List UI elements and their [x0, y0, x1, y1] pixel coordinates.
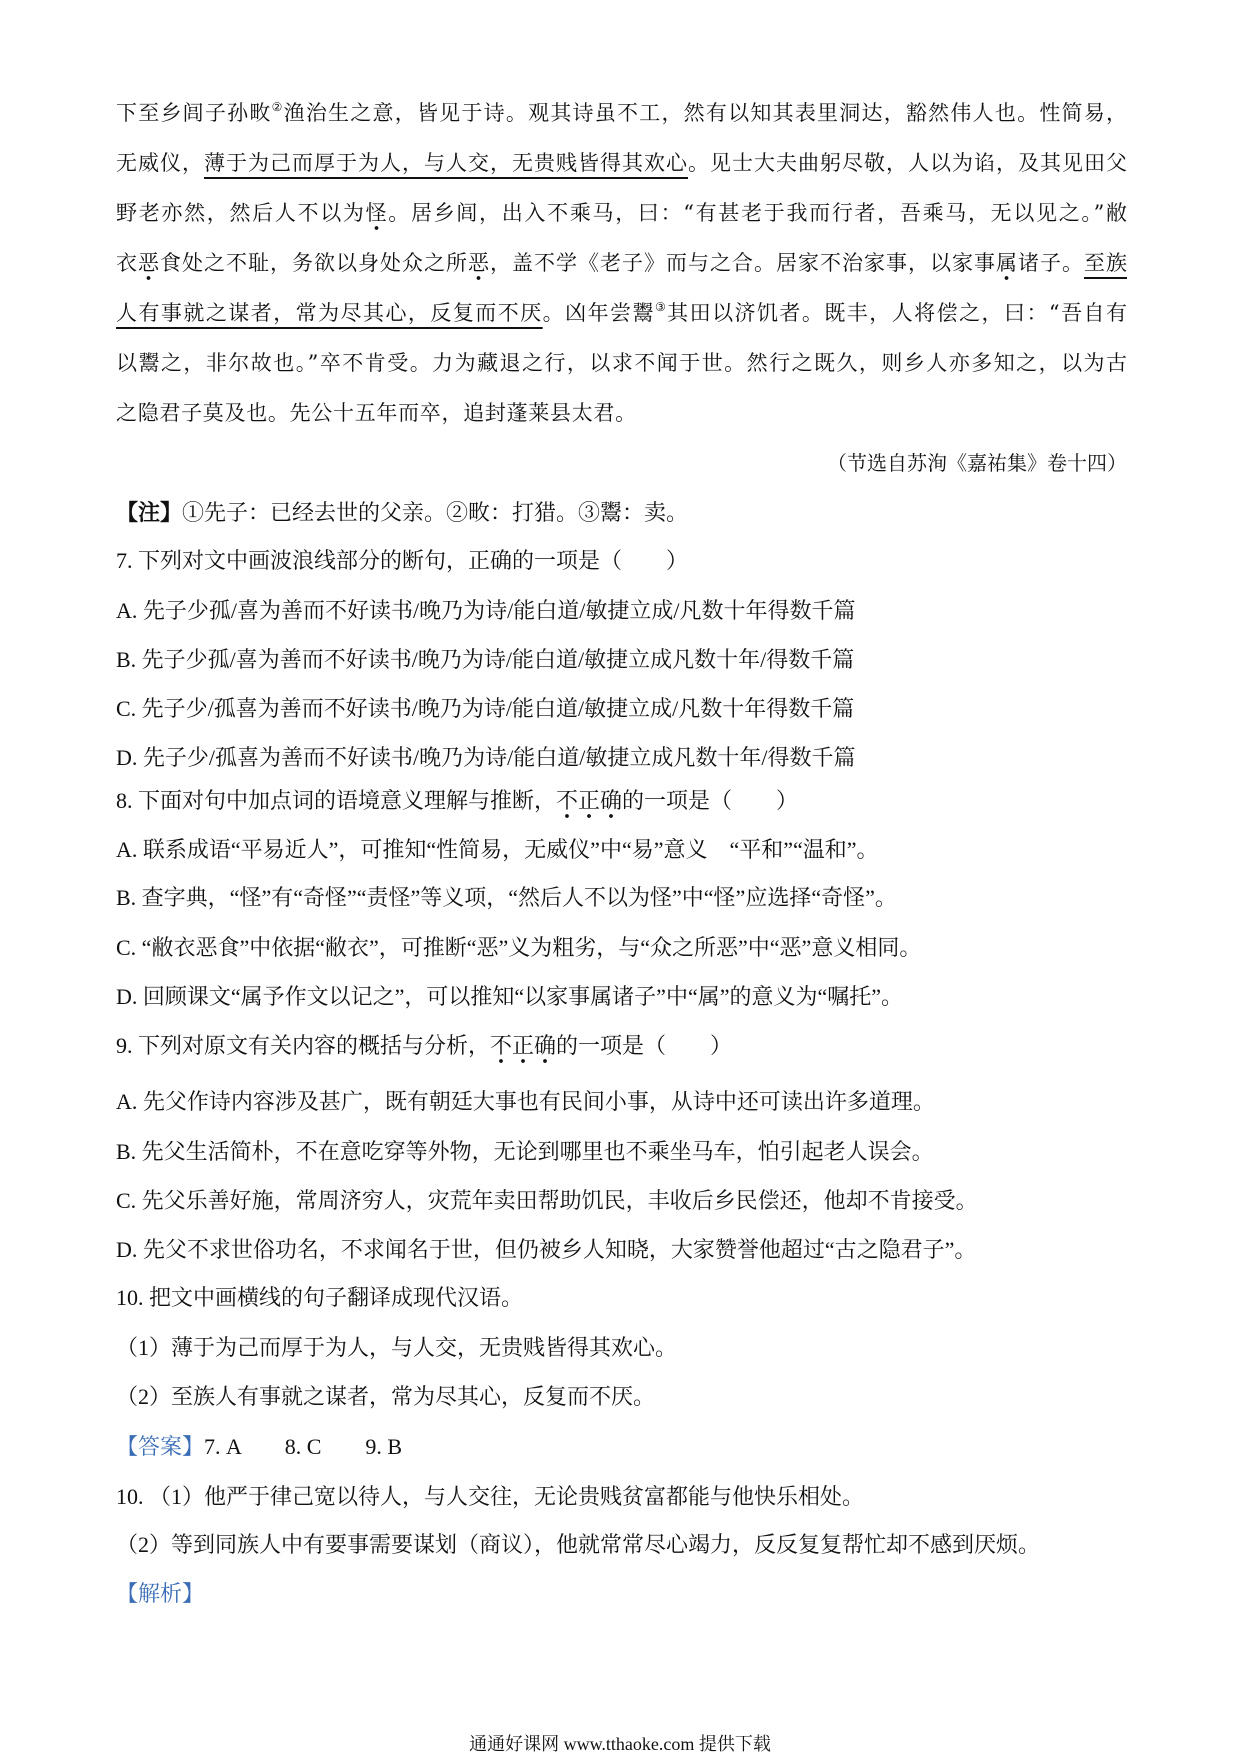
- passage-line-5: [116, 298, 1127, 328]
- question-9-stem: [116, 1031, 732, 1061]
- footer-watermark: 通通好课网 www.tthaoke.com 提供下载: [469, 1734, 771, 1754]
- footnote-marker: ②: [271, 100, 284, 114]
- passage-text: 野老亦然，然后人不以为: [116, 201, 366, 225]
- notes: [116, 498, 688, 528]
- passage-text: 诸子。: [1018, 251, 1084, 275]
- answer-choices: 7. A 8. C 9. B: [204, 1434, 403, 1459]
- analysis-label: 【解析】: [116, 1581, 205, 1606]
- footnote-marker: ③: [654, 300, 668, 314]
- question-9-option-a: A. 先父作诗内容涉及甚广，既有朝廷大事也有民间小事，从诗中还可读出许多道理。: [116, 1089, 935, 1114]
- stem-text: 的一项是（ ）: [622, 788, 799, 813]
- question-9-option-c: C. 先父乐善好施，常周济穷人，灾荒年卖田帮助饥民，丰收后乡民偿还，他却不肯接受。: [116, 1188, 978, 1213]
- question-8-option-a: A. 联系成语“平易近人”，可推知“性简易，无威仪”中“易”意义 “平和”“温和”。: [116, 837, 879, 862]
- emphasis-dotted-char: 属: [996, 251, 1018, 281]
- question-7-option-b: B. 先子少孤/喜为善而不好读书/晚乃为诗/能白道/敏捷立成凡数十年/得数千篇: [116, 647, 855, 672]
- question-7-option-a: A. 先子少孤/喜为善而不好读书/晚乃为诗/能白道/敏捷立成/凡数十年得数千篇: [116, 598, 856, 623]
- emphasis-dotted-text: 不正确: [556, 788, 622, 819]
- stem-text: 的一项是（ ）: [556, 1033, 733, 1058]
- source-citation: （节选自苏洵《嘉祐集》卷十四）: [827, 451, 1127, 475]
- passage-text: 食处之不耻，务欲以身处众之所: [160, 251, 468, 275]
- question-10-stem: 10. 把文中画横线的句子翻译成现代汉语。: [116, 1285, 524, 1310]
- passage-line-4: [116, 248, 1127, 278]
- emphasis-dotted-text: 不正确: [490, 1033, 556, 1064]
- question-7-option-d: D. 先子少/孤喜为善而不好读书/晚乃为诗/能白道/敏捷立成凡数十年/得数千篇: [116, 745, 856, 770]
- passage-line-3: [116, 198, 1127, 228]
- question-10-item-2: （2）至族人有事就之谋者，常为尽其心，反复而不厌。: [116, 1384, 656, 1409]
- underlined-sentence: 薄于为己而厚于为人，与人交，无贵贱皆得其欢心: [204, 151, 688, 175]
- passage-text: 下至乡闾子孙畋: [116, 101, 272, 125]
- passage-text: 。居乡闾，出入不乘马，曰：“有甚老于我而行者，吾乘马，无以见之。”敝: [388, 201, 1128, 225]
- passage-text: 无威仪，: [116, 151, 204, 175]
- question-8-option-b: B. 查字典，“怪”有“奇怪”“责怪”等义项，“然后人不以为怪”中“怪”应选择“奇怪”。: [116, 885, 897, 910]
- answer-label: 【答案】: [116, 1434, 205, 1459]
- question-7-option-c: C. 先子少/孤喜为善而不好读书/晚乃为诗/能白道/敏捷立成/凡数十年得数千篇: [116, 696, 855, 721]
- underlined-sentence: 人有事就之谋者，常为尽其心，反复而不厌: [116, 301, 543, 325]
- passage-line-6: 以鬻之，非尔故也。”卒不肯受。力为藏退之行，以求不闻于世。然行之既久，则乡人亦多知之，以为古: [116, 351, 1127, 375]
- emphasis-dotted-char: 恶: [138, 251, 160, 281]
- passage-text: 衣: [116, 251, 138, 275]
- question-8-option-d: D. 回顾课文“属予作文以记之”，可以推知“以家事属诸子”中“属”的意义为“嘱托”。: [116, 984, 904, 1009]
- passage-line-2: [116, 148, 1127, 178]
- underlined-sentence: 至族: [1084, 251, 1127, 275]
- passage-text: ，盖不学《老子》而与之合。居家不治家事，以家事: [490, 251, 996, 275]
- question-8-option-c: C. “敝衣恶食”中依据“敝衣”，可推断“恶”义为粗劣，与“众之所恶”中“恶”意义相同。: [116, 935, 922, 960]
- question-8-stem: [116, 786, 798, 816]
- answer-choices-row: [116, 1432, 402, 1462]
- passage-line-7: 之隐君子莫及也。先公十五年而卒，追封蓬莱县太君。: [116, 401, 637, 425]
- notes-label: 【注】: [116, 500, 183, 525]
- question-9-option-b: B. 先父生活简朴，不在意吃穿等外物，无论到哪里也不乘坐马车，怕引起老人误会。: [116, 1139, 934, 1164]
- question-9-option-d: D. 先父不求世俗功名，不求闻名于世，但仍被乡人知晓，大家赞誉他超过“古之隐君子”。: [116, 1237, 977, 1262]
- answer-10-2: （2）等到同族人中有要事需要谋划（商议），他就常常尽心竭力，反反复复帮忙却不感到厌烦。: [116, 1532, 1041, 1557]
- stem-text: 8. 下面对句中加点词的语境意义理解与推断，: [116, 788, 557, 813]
- emphasis-dotted-char: 恶: [468, 251, 490, 281]
- passage-text: 其田以济饥者。既丰，人将偿之，曰：“吾自有: [667, 301, 1128, 325]
- passage-text: 。见士大夫曲躬尽敬，人以为谄，及其见田父: [688, 151, 1127, 175]
- question-10-item-1: （1）薄于为己而厚于为人，与人交，无贵贱皆得其欢心。: [116, 1335, 678, 1360]
- notes-text: ①先子：已经去世的父亲。②畋：打猎。③鬻：卖。: [182, 500, 689, 525]
- emphasis-dotted-char: 怪: [366, 201, 389, 231]
- passage-text: 。凶年尝鬻: [542, 301, 655, 325]
- passage-text: 渔治生之意，皆见于诗。观其诗虽不工，然有以知其表里洞达，豁然伟人也。性简易，: [283, 101, 1128, 125]
- question-7-stem: 7. 下列对文中画波浪线部分的断句，正确的一项是（ ）: [116, 548, 689, 573]
- passage-line-1: [116, 98, 1127, 128]
- stem-text: 9. 下列对原文有关内容的概括与分析，: [116, 1033, 491, 1058]
- answer-10-1: 10. （1）他严于律己宽以待人，与人交往，无论贵贱贫富都能与他快乐相处。: [116, 1484, 865, 1509]
